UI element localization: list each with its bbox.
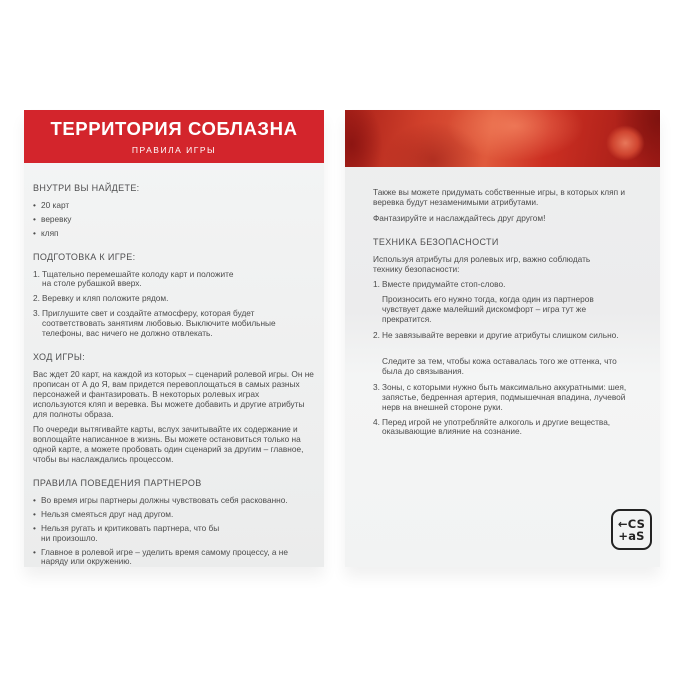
numbered-item	[373, 418, 648, 438]
bullet-marker: •	[33, 522, 36, 533]
list-item	[33, 496, 314, 506]
left-content	[24, 163, 324, 567]
numbered-item	[373, 280, 648, 290]
list-item-text: веревку	[41, 213, 72, 224]
list-item-text: кляп	[41, 227, 59, 238]
item-text: Перед игрой не употребляйте алкоголь и другие вещества, оказывающие влияние на сознание.	[382, 416, 611, 437]
list-item	[33, 524, 314, 544]
list-item-text: Главное в ролевой игре – уделить время самому процессу, а не наряду или окружению.	[41, 546, 288, 567]
numbered-item	[373, 331, 648, 341]
section-heading-safety: ТЕХНИКА БЕЗОПАСНОСТИ	[373, 236, 499, 247]
bullet-marker: •	[33, 199, 36, 210]
item-number: 1.	[33, 268, 40, 279]
section-heading-inside: ВНУТРИ ВЫ НАЙДЕТЕ:	[33, 183, 140, 193]
item-number: 2.	[33, 293, 40, 304]
list-item	[33, 548, 314, 568]
logo-text-top: ←CS	[617, 516, 646, 531]
couple-photo	[345, 110, 660, 167]
section-heading-conduct: ПРАВИЛА ПОВЕДЕНИЯ ПАРТНЕРОВ	[33, 478, 202, 489]
item-text: Тщательно перемешайте колоду карт и положите на столе рубашкой вверх.	[42, 268, 234, 289]
logo-text-bottom: +aS	[618, 528, 645, 543]
section-heading-prep: ПОДГОТОВКА К ИГРЕ:	[33, 251, 136, 262]
bullet-marker: •	[33, 213, 36, 224]
numbered-item	[33, 309, 314, 339]
item-text: Не завязывайте веревки и другие атрибуты слишком сильно.	[382, 330, 619, 341]
intro-paragraph: Фантазируйте и наслаждайтесь друг другом!	[373, 212, 546, 223]
numbered-item	[33, 294, 314, 304]
bullet-marker: •	[33, 494, 36, 505]
item-text: Вместе придумайте стоп-слово.	[382, 279, 506, 290]
list-item	[33, 215, 314, 225]
section-heading-flow: ХОД ИГРЫ:	[33, 351, 86, 362]
item-number: 1.	[373, 279, 380, 290]
intro-paragraph: Также вы можете придумать собственные игры, в которых кляп и веревка будут незаменимыми атрибутами.	[373, 187, 626, 207]
ecstas-logo	[611, 509, 652, 550]
bullet-marker: •	[33, 227, 36, 238]
list-item-text: Нельзя смеяться друг над другом.	[41, 508, 174, 519]
item-number: 3.	[373, 381, 380, 392]
card-subtitle: ПРАВИЛА ИГРЫ	[131, 145, 217, 155]
item-text: Зоны, с которыми нужно быть максимально аккуратными: шея, запястье, бедренная артерия, подмышечная впадина, лучевой нерв на внешней стороне руки.	[382, 381, 627, 412]
item-text: Приглушите свет и создайте атмосферу, которая будет соответствовать занятиям любовью. Выключите мобильные телефоны, вас ничего не должно отвлекать.	[42, 308, 276, 339]
bullet-marker: •	[33, 546, 36, 557]
safety-note: Произносить его нужно тогда, когда один из партнеров чувствует даже малейший дискомфорт – игра тут же прекратится.	[382, 294, 594, 325]
list-item-text: Нельзя ругать и критиковать партнера, что бы ни произошло.	[41, 522, 220, 543]
list-item	[33, 510, 314, 520]
right-content	[345, 167, 660, 437]
list-item-text: Во время игры партнеры должны чувствовать себя раскованно.	[41, 494, 288, 505]
item-number: 4.	[373, 416, 380, 427]
safety-lead: Используя атрибуты для ролевых игр, важно соблюдать технику безопасности:	[373, 253, 591, 274]
flow-paragraph: Вас ждет 20 карт, на каждой из которых – сценарий ролевой игры. Он не прописан от А до Я, вам придется перевоплощаться в самых разных персонажей и фантазировать. В некоторых ролевых играх используются кляп и веревка. Вы можете добавить и другие атрибуты для полноты образа.	[33, 368, 314, 419]
title-banner	[24, 110, 324, 163]
item-number: 3.	[33, 308, 40, 319]
bullet-marker: •	[33, 508, 36, 519]
rules-page-left	[24, 110, 324, 567]
list-item	[33, 201, 314, 211]
item-text: Веревку и кляп положите рядом.	[42, 293, 169, 304]
card-title: ТЕРРИТОРИЯ СОБЛАЗНА	[50, 118, 298, 139]
rules-page-right	[345, 110, 660, 567]
list-item-text: 20 карт	[41, 199, 70, 210]
numbered-item	[33, 270, 314, 290]
item-number: 2.	[373, 330, 380, 341]
safety-note: Следите за тем, чтобы кожа оставалась того же оттенка, что была до связывания.	[382, 355, 617, 376]
flow-paragraph: По очереди вытягивайте карты, вслух зачитывайте их содержание и воплощайте написанное в жизнь. Вы можете остановиться только на одной карте, а можете пробовать один сценарий за другим – главное, чтобы вы наслаждались процессом.	[33, 424, 304, 465]
list-item	[33, 229, 314, 239]
numbered-item	[373, 383, 648, 413]
